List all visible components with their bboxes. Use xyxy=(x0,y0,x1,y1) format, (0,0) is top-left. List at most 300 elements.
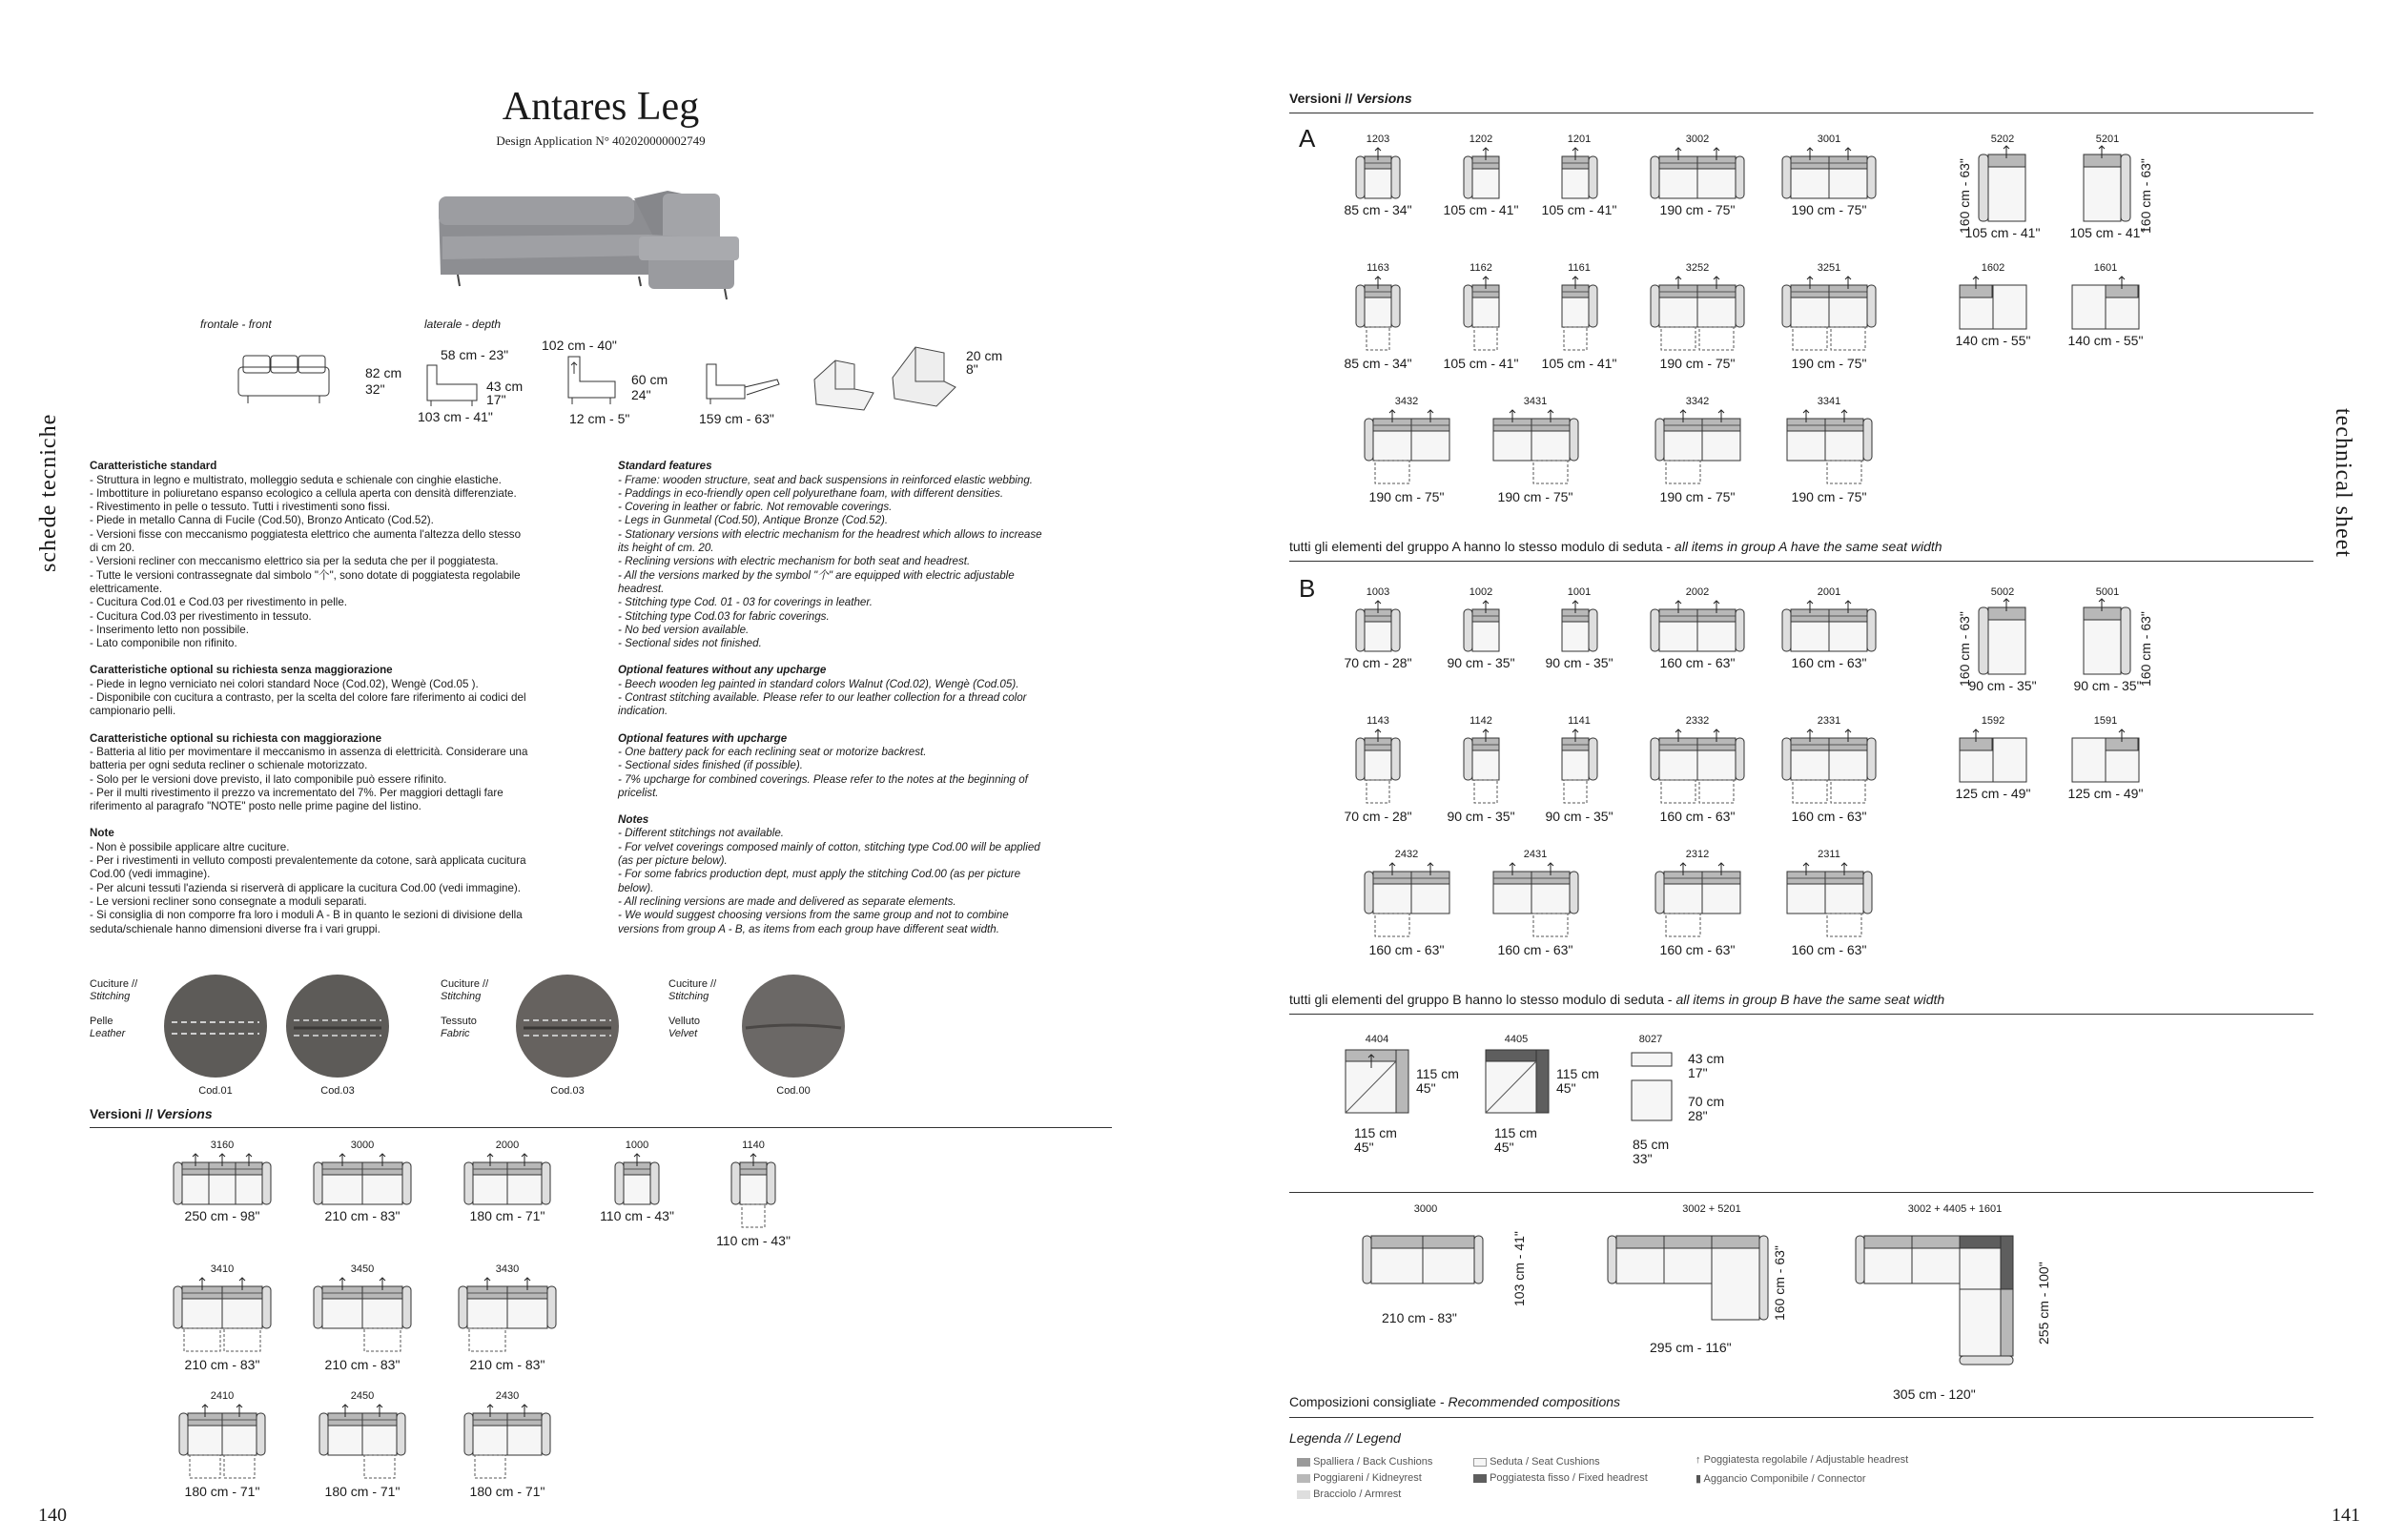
armrest xyxy=(314,1162,322,1204)
version-code: 3450 xyxy=(350,1263,375,1275)
armrest xyxy=(1365,872,1373,914)
sofa-module-drawing xyxy=(1650,598,1745,653)
stitching-caption-leather: Cuciture // Stitching Pelle Leather xyxy=(90,978,138,1039)
version-drawing xyxy=(463,1402,551,1487)
optup-title-it: Caratteristiche optional su richiesta con maggiorazione xyxy=(90,731,382,745)
version-code: 1142 xyxy=(1469,715,1492,727)
dim-height-in: 32" xyxy=(365,381,385,397)
version-dim: 90 cm - 35" xyxy=(1968,678,2037,693)
version-drawing xyxy=(173,1151,272,1211)
swatch-leather-cod01 xyxy=(164,975,267,1078)
armrest xyxy=(1736,285,1744,327)
recliner-extension xyxy=(224,1328,260,1351)
sofa-module-drawing xyxy=(313,1151,412,1206)
armrest xyxy=(1464,156,1472,198)
recliner-extension xyxy=(1375,461,1409,483)
version-code: 2432 xyxy=(1394,849,1419,860)
end-module-drawing xyxy=(2071,274,2140,331)
version-code: 2430 xyxy=(495,1390,520,1402)
sofa-module-drawing xyxy=(1781,145,1877,200)
version-drawing xyxy=(1781,274,1877,359)
sofa-module-drawing xyxy=(173,1275,272,1355)
comp-2-code: 3002 + 5201 xyxy=(1682,1203,1741,1215)
armrest xyxy=(1589,738,1597,780)
armrest xyxy=(1356,609,1365,651)
version-drawing xyxy=(1463,274,1500,359)
version-code: 1003 xyxy=(1366,586,1390,598)
sofa-module-drawing xyxy=(1654,407,1741,487)
note-body-en: - Different stitchings not available. - For velvet coverings composed mainly of cotton, stitching type Cod.00 will be applied (as per picture below). - For some fabrics production dept, must apply the stitching Cod.00 (as per picture below). - All reclining versions are made and delivered as separate elements. - We would suggest choosing versions from the same group and not to combine versions from group A - B, as items from each group have different seat width. xyxy=(618,827,1040,935)
version-dim: 85 cm - 34" xyxy=(1344,356,1412,371)
code-velvet: Cod.00 xyxy=(776,1085,811,1097)
dim-159: 159 cm - 63" xyxy=(699,411,774,426)
armrest xyxy=(262,1286,271,1328)
armrest xyxy=(1363,1236,1371,1283)
code-leather-1: Cod.01 xyxy=(198,1085,233,1097)
sofa-module-drawing xyxy=(1650,727,1745,807)
chaise-module-drawing xyxy=(2083,145,2132,223)
legend-title: Legenda // Legend xyxy=(1289,1430,1401,1446)
version-dim: 90 cm - 35" xyxy=(1545,655,1613,670)
version-code: 1161 xyxy=(1568,262,1591,274)
sofa-module-drawing xyxy=(1781,598,1877,653)
armrest xyxy=(1979,154,1988,221)
side-label: laterale - depth xyxy=(424,318,502,331)
version-code: 2312 xyxy=(1685,849,1710,860)
recliner-extension xyxy=(364,1455,395,1478)
armrest xyxy=(1960,1356,2013,1365)
version-code: 3431 xyxy=(1523,396,1548,407)
recliner-extension xyxy=(1533,461,1568,483)
armrest xyxy=(1782,285,1791,327)
legend-kidney: Poggiareni / Kidneyrest xyxy=(1297,1472,1422,1484)
armrest xyxy=(1651,609,1659,651)
back-cushion xyxy=(1912,1236,1960,1248)
comp-3-drawing xyxy=(1855,1230,2026,1368)
recliner-extension xyxy=(1367,780,1389,803)
version-dim: 160 cm - 63" xyxy=(1368,942,1445,957)
armrest xyxy=(464,1413,473,1455)
corner-4404-d1: 115 cm xyxy=(1354,1125,1397,1140)
recliner-drawing xyxy=(701,360,787,408)
armrest xyxy=(314,1286,322,1328)
armrest xyxy=(1391,156,1400,198)
recliner-extension xyxy=(1699,780,1734,803)
version-dim: 160 cm - 63" xyxy=(1659,655,1736,670)
version-dim: 210 cm - 83" xyxy=(184,1357,260,1372)
end-module-drawing xyxy=(2071,727,2140,784)
version-code: 3432 xyxy=(1394,396,1419,407)
version-code: 1141 xyxy=(1568,715,1591,727)
armrest xyxy=(1651,156,1659,198)
version-dim: 125 cm - 49" xyxy=(1955,786,2031,801)
version-code: 2410 xyxy=(210,1390,235,1402)
recliner-extension xyxy=(364,1328,401,1351)
armrest xyxy=(1589,285,1597,327)
armrest xyxy=(542,1162,550,1204)
version-code: 3000 xyxy=(350,1140,375,1151)
end-module-drawing xyxy=(1959,727,2027,784)
armrest xyxy=(1782,156,1791,198)
armrest xyxy=(1589,156,1597,198)
sofa-module-drawing xyxy=(730,1151,776,1231)
version-code: 2001 xyxy=(1817,586,1841,598)
version-dim: 190 cm - 75" xyxy=(1791,489,1867,504)
dim-width-103: 103 cm - 41" xyxy=(418,409,493,424)
armrest xyxy=(1608,1236,1616,1283)
version-code: 1203 xyxy=(1366,133,1390,145)
version-dim: 160 cm - 63" xyxy=(1659,942,1736,957)
version-dim: 160 cm - 63" xyxy=(1791,942,1867,957)
sofa-module-drawing xyxy=(313,1275,412,1355)
legend-swatch xyxy=(1297,1474,1310,1483)
dim-seat-17: 17" xyxy=(486,392,506,407)
version-drawing xyxy=(319,1402,406,1487)
armrest xyxy=(1736,156,1744,198)
version-drawing xyxy=(1364,407,1450,492)
sofa-module-drawing xyxy=(463,1402,551,1482)
legend-swatch xyxy=(1297,1490,1310,1499)
back-cushion xyxy=(1371,1236,1423,1248)
sofa-module-drawing xyxy=(1786,407,1873,487)
std-body-en: - Frame: wooden structure, seat and back suspensions in reinforced elastic webbing. - Paddings in eco-friendly open cell polyurethane foam, with different densities. - Covering in leather or fabric. Not removable coverings. - Legs in Gunmetal (Cod.50), Antique Bronze (Cod.52). - Stationary versions with electric mechanism for the headrest which allows to increase its height of cm. 20. - Reclining versions with electric mechanism for both seat and headrest. - All the versions marked by the symbol "个" are equipped with electric adjustable headrest. - Stitching type Cod. 01 - 03 for coverings in leather. - Stitching type Cod.03 for fabric coverings. - No bed version available. - Sectional sides not finished. xyxy=(618,473,1042,650)
version-drawing xyxy=(1492,860,1579,945)
version-drawing xyxy=(2071,274,2140,336)
sofa-module-drawing xyxy=(1463,274,1500,354)
corner-4405-w1: 115 cm xyxy=(1556,1066,1599,1081)
group-b-letter: B xyxy=(1299,574,1316,603)
pouf-c1: 85 cm xyxy=(1633,1137,1670,1152)
version-dim: 180 cm - 71" xyxy=(184,1484,260,1499)
version-drawing xyxy=(1959,727,2027,789)
corner-4404-w1: 115 cm xyxy=(1416,1066,1459,1081)
version-drawing xyxy=(730,1151,776,1236)
rule-corners xyxy=(1289,1192,2313,1193)
recliner-extension xyxy=(1367,327,1389,350)
version-drawing xyxy=(313,1275,412,1360)
note-title-it: Note xyxy=(90,827,114,840)
armrest xyxy=(542,1413,550,1455)
version-code: 1202 xyxy=(1469,133,1493,145)
version-code: 1601 xyxy=(2093,262,2118,274)
armrest xyxy=(547,1286,556,1328)
headrest-up-drawing xyxy=(563,355,625,407)
armrest xyxy=(1736,609,1744,651)
group-a-note: tutti gli elementi del gruppo A hanno lo stesso modulo di seduta - all items in group A have the same seat width xyxy=(1289,539,1942,554)
recliner-extension xyxy=(1827,461,1861,483)
version-side-dim: 160 cm - 63" xyxy=(2138,611,2153,687)
version-code: 1001 xyxy=(1567,586,1592,598)
version-drawing xyxy=(463,1151,551,1211)
sofa-module-drawing xyxy=(1650,274,1745,354)
sofa-module-drawing xyxy=(1561,727,1598,807)
versions-right-title: Versioni // Versions xyxy=(1289,91,1412,106)
comp-3-dim: 305 cm - 120" xyxy=(1893,1386,1976,1402)
version-code: 3252 xyxy=(1685,262,1710,274)
optup-title-en: Optional features with upcharge xyxy=(618,731,788,745)
armrest xyxy=(1356,738,1365,780)
version-drawing xyxy=(1355,727,1401,811)
version-code: 2431 xyxy=(1523,849,1548,860)
sofa-photo xyxy=(429,179,791,308)
sofa-module-drawing xyxy=(178,1402,266,1482)
code-fabric: Cod.03 xyxy=(550,1085,585,1097)
version-drawing xyxy=(2083,145,2132,228)
version-dim: 190 cm - 75" xyxy=(1791,202,1867,217)
version-drawing xyxy=(1654,407,1741,492)
armrest xyxy=(179,1413,188,1455)
version-code: 5201 xyxy=(2095,133,2120,145)
sofa-module-drawing xyxy=(1463,145,1500,200)
recliner-extension xyxy=(1564,780,1587,803)
swatch-leather-cod03 xyxy=(286,975,389,1078)
version-dim: 105 cm - 41" xyxy=(1541,356,1617,371)
version-dim: 85 cm - 34" xyxy=(1344,202,1412,217)
corner-4404-d2: 45" xyxy=(1354,1140,1374,1155)
recliner-extension xyxy=(184,1328,220,1351)
version-side-dim: 160 cm - 63" xyxy=(1957,611,1972,687)
corner-4404-w2: 45" xyxy=(1416,1080,1436,1096)
code-leather-2: Cod.03 xyxy=(320,1085,355,1097)
back-cushion xyxy=(1423,1236,1474,1248)
front-label: frontale - front xyxy=(200,318,272,331)
armrest xyxy=(1474,1236,1483,1283)
sofa-module-drawing xyxy=(1364,407,1450,487)
armrest xyxy=(1867,738,1876,780)
version-code: 5002 xyxy=(1990,586,2015,598)
version-drawing xyxy=(1654,860,1741,945)
comp-3-code: 3002 + 4405 + 1601 xyxy=(1907,1203,2003,1215)
armrest xyxy=(1464,738,1472,780)
version-code: 2331 xyxy=(1817,715,1841,727)
recliner-extension xyxy=(1827,914,1861,936)
version-dim: 190 cm - 75" xyxy=(1368,489,1445,504)
pouf-c2: 33" xyxy=(1633,1151,1653,1166)
version-code: 5202 xyxy=(1990,133,2015,145)
sofa-module-drawing xyxy=(1781,727,1877,807)
sofa-module-drawing xyxy=(1492,860,1579,940)
version-drawing xyxy=(173,1275,272,1360)
std-title-it: Caratteristiche standard xyxy=(90,460,217,473)
version-code: 2002 xyxy=(1685,586,1710,598)
back-cushion xyxy=(2001,1236,2013,1289)
corner-4405-w2: 45" xyxy=(1556,1080,1576,1096)
sofa-module-drawing xyxy=(458,1275,557,1355)
version-dim: 70 cm - 28" xyxy=(1344,655,1412,670)
legend-seat: Seduta / Seat Cushions xyxy=(1473,1456,1600,1468)
legend-back: Spalliera / Back Cushions xyxy=(1297,1456,1432,1468)
armrest xyxy=(1589,609,1597,651)
armrest xyxy=(257,1413,265,1455)
armrest xyxy=(731,1162,740,1204)
sofa-module-drawing xyxy=(173,1151,272,1206)
armrest xyxy=(1736,738,1744,780)
pouf-8027-drawing xyxy=(1631,1052,1674,1133)
recliner-extension xyxy=(1666,914,1700,936)
dim-8: 8" xyxy=(966,361,978,377)
version-code: 3002 xyxy=(1685,133,1710,145)
sofa-module-drawing xyxy=(1355,274,1401,354)
corner-4405-d2: 45" xyxy=(1494,1140,1514,1155)
armrest xyxy=(402,1286,411,1328)
pouf-b1: 70 cm xyxy=(1688,1094,1725,1109)
version-dim: 140 cm - 55" xyxy=(2067,333,2144,348)
version-code: 3160 xyxy=(210,1140,235,1151)
dim-seat-43: 43 cm xyxy=(486,379,524,394)
version-code: 1143 xyxy=(1367,715,1389,727)
connector-icon: ▮ xyxy=(1696,1473,1702,1485)
armrest xyxy=(1655,872,1664,914)
sofa-module-drawing xyxy=(463,1151,551,1206)
version-dim: 180 cm - 71" xyxy=(324,1484,401,1499)
version-code: 1002 xyxy=(1469,586,1493,598)
version-drawing xyxy=(1492,407,1579,492)
version-dim: 160 cm - 63" xyxy=(1791,655,1867,670)
stitching-caption-velvet: Cuciture // Stitching Velluto Velvet xyxy=(668,978,717,1039)
version-drawing xyxy=(1650,727,1745,811)
version-drawing xyxy=(1561,727,1598,811)
corner-4405-d1: 115 cm xyxy=(1494,1125,1537,1140)
version-drawing xyxy=(178,1402,266,1487)
std-body-it: - Struttura in legno e multistrato, molleggio seduta e schienale con cinghie elastiche. - Imbottiture in poliuretano espanso ecologico a cellula aperta con densità differenziate. - Rivestimento in pelle o tessuto. Tutti i rivestimenti sono fissi. - Piede in metallo Canna di Fucile (Cod.50), Bronzo Anticato (Cod.52). - Versioni fisse con meccanismo poggiatesta elettrico che aumenta l'altezza dello stesso di cm 20. - Versioni recliner con meccanismo elettrico sia per la seduta che per il poggiatesta. - Tutte le versioni contrassegnate dal simbolo "个", sono dotate di poggiatesta regolabile elettricamente. - Cucitura Cod.01 e Cod.03 per rivestimento in pelle. - Cucitura Cod.03 per rivestimento in tessuto. - Inserimento letto non possibile. - Lato componibile non rifinito. xyxy=(90,473,522,650)
version-dim: 90 cm - 35" xyxy=(1545,809,1613,824)
version-code: 5001 xyxy=(2095,586,2120,598)
back-cushion xyxy=(1712,1236,1759,1248)
version-drawing xyxy=(1786,407,1873,492)
page-title: Antares Leg xyxy=(502,85,700,129)
armrest xyxy=(1782,609,1791,651)
recliner-extension xyxy=(469,1328,505,1351)
page-number-right: 141 xyxy=(2332,1505,2360,1526)
comp-2-dim: 295 cm - 116" xyxy=(1650,1340,1732,1355)
left-side-label: schede tecniche xyxy=(36,413,61,572)
armrest xyxy=(464,1162,473,1204)
version-code: 1000 xyxy=(625,1140,649,1151)
recliner-extension xyxy=(1793,780,1827,803)
version-drawing xyxy=(1650,274,1745,359)
sofa-module-drawing xyxy=(1781,274,1877,354)
seat-cushion xyxy=(1960,1289,2001,1356)
version-code: 3430 xyxy=(495,1263,520,1275)
version-code: 3251 xyxy=(1817,262,1841,274)
sofa-module-drawing xyxy=(1463,598,1500,653)
version-dim: 70 cm - 28" xyxy=(1344,809,1412,824)
version-dim: 160 cm - 63" xyxy=(1791,809,1867,824)
version-dim: 210 cm - 83" xyxy=(324,1208,401,1223)
version-drawing xyxy=(1978,145,2027,228)
module-sketch-1 xyxy=(807,351,883,418)
pouf-b2: 28" xyxy=(1688,1108,1708,1123)
version-dim: 190 cm - 75" xyxy=(1659,356,1736,371)
version-code: 1591 xyxy=(2093,715,2118,727)
armrest xyxy=(402,1162,411,1204)
armrest xyxy=(1391,285,1400,327)
back-cushion xyxy=(1616,1236,1664,1248)
armrest xyxy=(1365,419,1373,461)
legend-arm: Bracciolo / Armrest xyxy=(1297,1489,1401,1500)
version-dim: 140 cm - 55" xyxy=(1955,333,2031,348)
recliner-extension xyxy=(1831,780,1865,803)
version-drawing xyxy=(1364,860,1450,945)
group-a-letter: A xyxy=(1299,124,1316,153)
armrest xyxy=(1391,609,1400,651)
opt-title-it: Caratteristiche optional su richiesta senza maggiorazione xyxy=(90,664,393,677)
legend-adj-headrest: ↑ Poggiatesta regolabile / Adjustable headrest xyxy=(1696,1454,1909,1466)
armrest xyxy=(1356,156,1365,198)
dim-height-cm: 82 cm xyxy=(365,365,402,380)
version-drawing xyxy=(1650,598,1745,658)
recliner-extension xyxy=(1474,327,1497,350)
corner-4405-code: 4405 xyxy=(1504,1034,1529,1045)
version-dim: 105 cm - 41" xyxy=(1541,202,1617,217)
chaise-module-drawing xyxy=(2083,598,2132,676)
optup-body-it: - Batteria al litio per movimentare il meccanismo in assenza di elettricità. Considerare una batteria per ogni seduta recliner o schienale motorizzato. - Solo per le versioni dove previsto, il lato componibile può essere rifinito. - Per il multi rivestimento il prezzo va incrementato del 7%. Per maggiori dettagli fare riferimento al paragrafo "NOTE" posto nelle prime pagine del listino. xyxy=(90,745,528,813)
dim-12: 12 cm - 5" xyxy=(569,411,630,426)
recliner-extension xyxy=(224,1455,255,1478)
version-dim: 105 cm - 41" xyxy=(1964,225,2041,240)
version-dim: 105 cm - 41" xyxy=(1443,202,1519,217)
note-body-it: - Non è possibile applicare altre cuciture. - Per i rivestimenti in velluto composti prevalentemente da cotone, sarà applicata cucitura Cod.00 (vedi immagine). - Per alcuni tessuti l'azienda si riserverà di applicare la cucitura Cod.00 (vedi immagine). - Le versioni recliner sono consegnate a moduli separati. - Si consiglia di non comporre fra loro i moduli A - B in quanto le sezioni di divisione della seduta/schienale hanno dimensioni diverse fra i vari gruppi. xyxy=(90,840,526,935)
recliner-extension xyxy=(1533,914,1568,936)
up-arrow-icon: ↑ xyxy=(1696,1454,1701,1466)
rule-group-b xyxy=(1289,1014,2313,1015)
rule-compositions xyxy=(1289,1417,2313,1418)
version-drawing xyxy=(1978,598,2027,681)
armrest xyxy=(1867,285,1876,327)
dim-102: 102 cm - 40" xyxy=(542,338,617,353)
sofa-module-drawing xyxy=(1492,407,1579,487)
side-view-drawing xyxy=(420,360,486,408)
version-drawing xyxy=(1463,727,1500,811)
right-side-label: technical sheet xyxy=(2331,408,2355,558)
opt-title-en: Optional features without any upcharge xyxy=(618,664,827,677)
armrest xyxy=(459,1286,467,1328)
comp-2-drawing xyxy=(1607,1230,1778,1325)
version-dim: 105 cm - 41" xyxy=(2069,225,2146,240)
version-drawing xyxy=(1355,145,1401,205)
armrest xyxy=(615,1162,624,1204)
version-code: 2311 xyxy=(1818,849,1840,860)
armrest xyxy=(1651,738,1659,780)
version-code: 3341 xyxy=(1817,396,1841,407)
sofa-module-drawing xyxy=(1786,860,1873,940)
armrest xyxy=(1464,285,1472,327)
version-drawing xyxy=(1781,727,1877,811)
corner-4405-drawing xyxy=(1485,1049,1552,1116)
recliner-extension xyxy=(1564,327,1587,350)
version-dim: 105 cm - 41" xyxy=(1443,356,1519,371)
recliner-extension xyxy=(1661,780,1696,803)
sofa-module-drawing xyxy=(1561,274,1598,354)
sofa-module-drawing xyxy=(1355,598,1401,653)
armrest xyxy=(174,1162,182,1204)
sofa-module-drawing xyxy=(1355,727,1401,807)
recliner-extension xyxy=(1831,327,1865,350)
front-view-drawing xyxy=(229,348,339,405)
recliner-extension xyxy=(1699,327,1734,350)
recliner-extension xyxy=(1375,914,1409,936)
version-drawing xyxy=(1355,598,1401,658)
armrest xyxy=(767,1162,775,1204)
version-dim: 210 cm - 83" xyxy=(324,1357,401,1372)
version-code: 1592 xyxy=(1981,715,2005,727)
dim-20: 20 cm xyxy=(966,348,1003,363)
recliner-extension xyxy=(742,1204,765,1227)
armrest xyxy=(1464,609,1472,651)
pouf-a2: 17" xyxy=(1688,1065,1708,1080)
group-b-note: tutti gli elementi del gruppo B hanno lo stesso modulo di seduta - all items in group B have the same seat width xyxy=(1289,992,1945,1007)
chaise-module-drawing xyxy=(1978,145,2027,223)
